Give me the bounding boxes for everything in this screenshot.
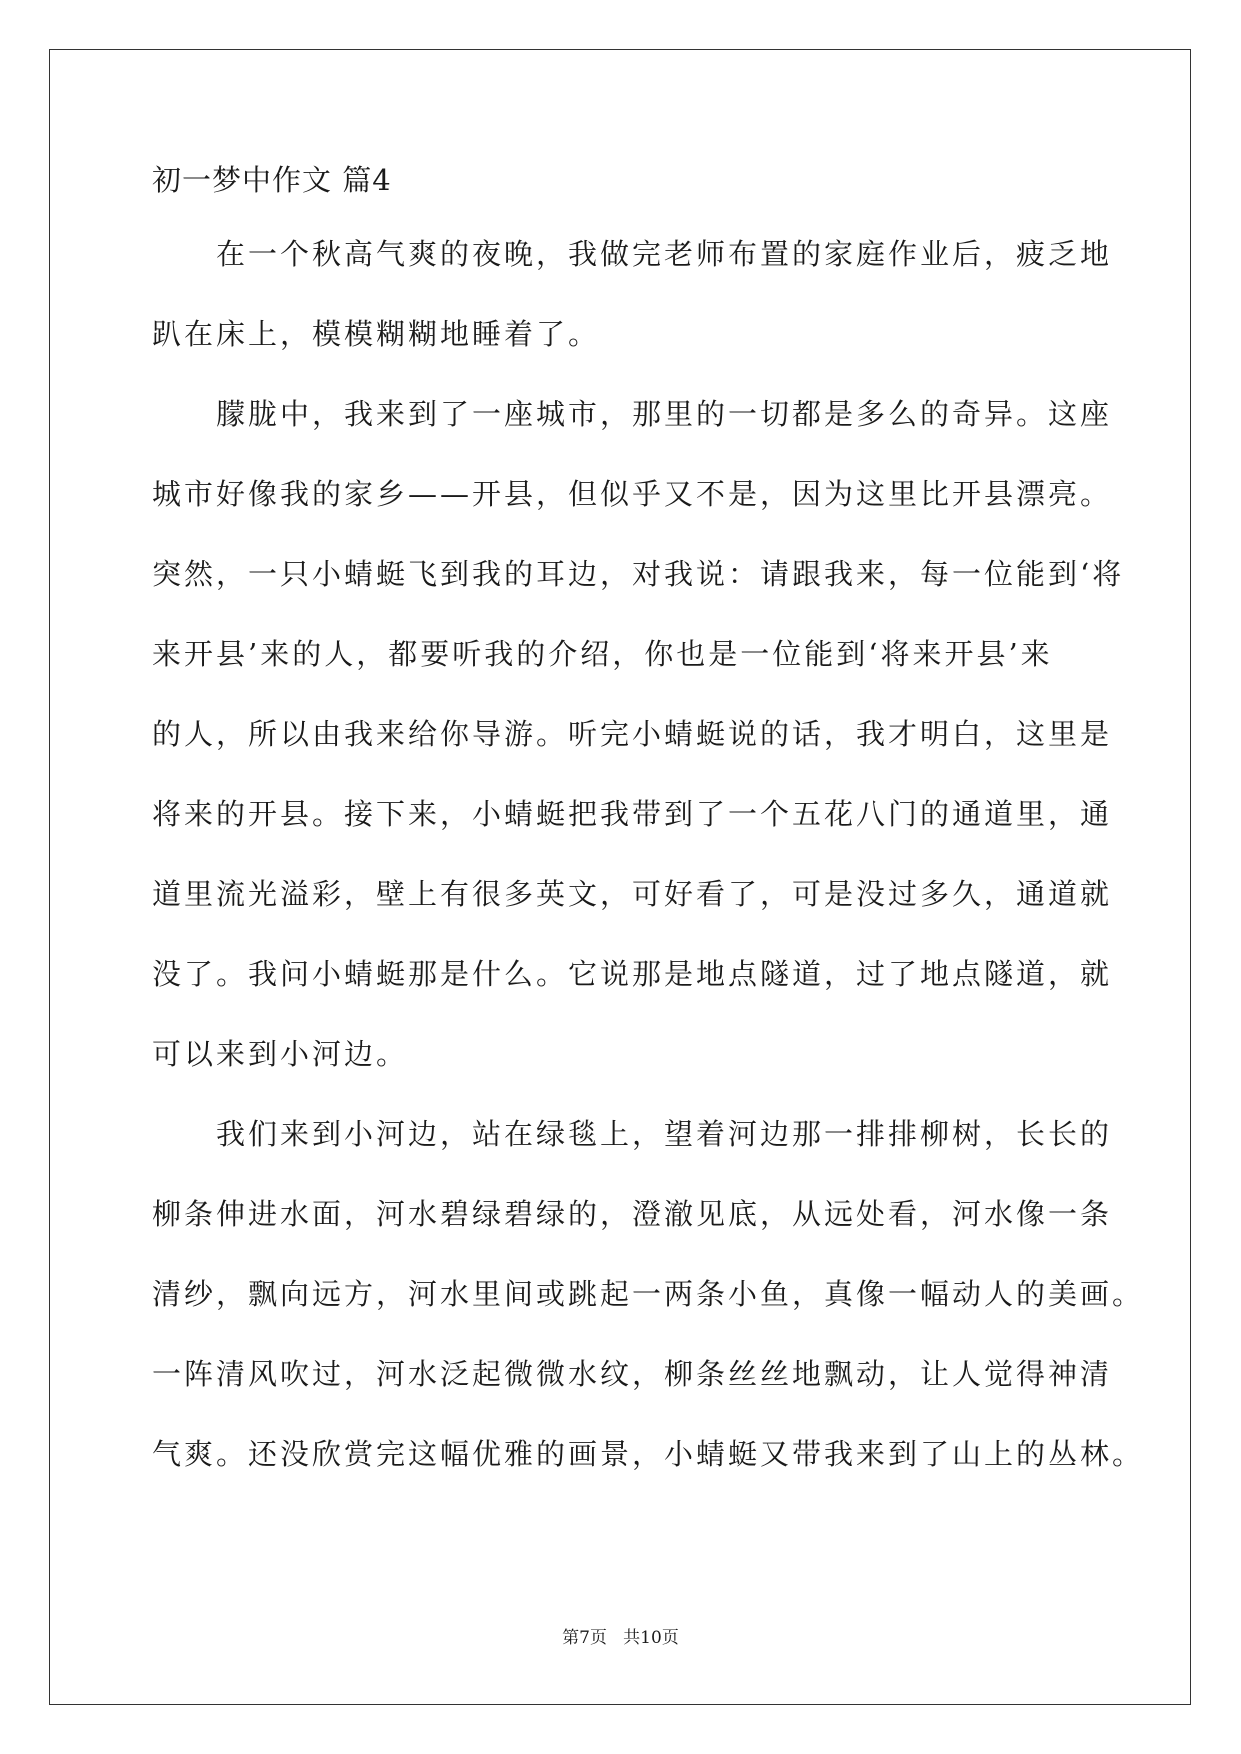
paragraph-2-line-5: 的人，所以由我来给你导游。听完小蜻蜓说的话，我才明白，这里是 — [152, 717, 1113, 751]
paragraph-3-line-1: 我们来到小河边，站在绿毯上，望着河边那一排排柳树，长长的 — [216, 1117, 1113, 1151]
paragraph-2-line-8: 没了。我问小蜻蜓那是什么。它说那是地点隧道，过了地点隧道，就 — [152, 957, 1113, 991]
paragraph-2-line-3: 突然，一只小蜻蜓飞到我的耳边，对我说：请跟我来，每一位能到‘将 — [152, 557, 1125, 591]
paragraph-3-line-4: 一阵清风吹过，河水泛起微微水纹，柳条丝丝地飘动，让人觉得神清 — [152, 1357, 1113, 1391]
paragraph-2-line-4: 来开县’来的人，都要听我的介绍，你也是一位能到‘将来开县’来 — [152, 637, 1053, 671]
document-body — [152, 160, 1145, 1514]
paragraph-2-line-6: 将来的开县。接下来，小蜻蜓把我带到了一个五花八门的通道里，通 — [152, 797, 1113, 831]
paragraph-3-line-3: 清纱，飘向远方，河水里间或跳起一两条小鱼，真像一幅动人的美画。 — [152, 1277, 1145, 1311]
paragraph-2-line-1: 朦胧中，我来到了一座城市，那里的一切都是多么的奇异。这座 — [216, 397, 1113, 431]
paragraph-2-line-2: 城市好像我的家乡——开县，但似乎又不是，因为这里比开县漂亮。 — [152, 477, 1113, 511]
page-title: 初一梦中作文 篇4 — [152, 163, 392, 197]
paragraph-1-line-2: 趴在床上，模模糊糊地睡着了。 — [152, 317, 601, 351]
paragraph-3-line-2: 柳条伸进水面，河水碧绿碧绿的，澄澈见底，从远处看，河水像一条 — [152, 1197, 1113, 1231]
page-number-footer: 第7页 共10页 — [562, 1628, 679, 1648]
paragraph-2-line-9: 可以来到小河边。 — [152, 1037, 409, 1071]
paragraph-2-line-7: 道里流光溢彩，壁上有很多英文，可好看了，可是没过多久，通道就 — [152, 877, 1113, 911]
paragraph-1-line-1: 在一个秋高气爽的夜晚，我做完老师布置的家庭作业后，疲乏地 — [216, 237, 1113, 271]
paragraph-3-line-5: 气爽。还没欣赏完这幅优雅的画景，小蜻蜓又带我来到了山上的丛林。 — [152, 1437, 1145, 1471]
